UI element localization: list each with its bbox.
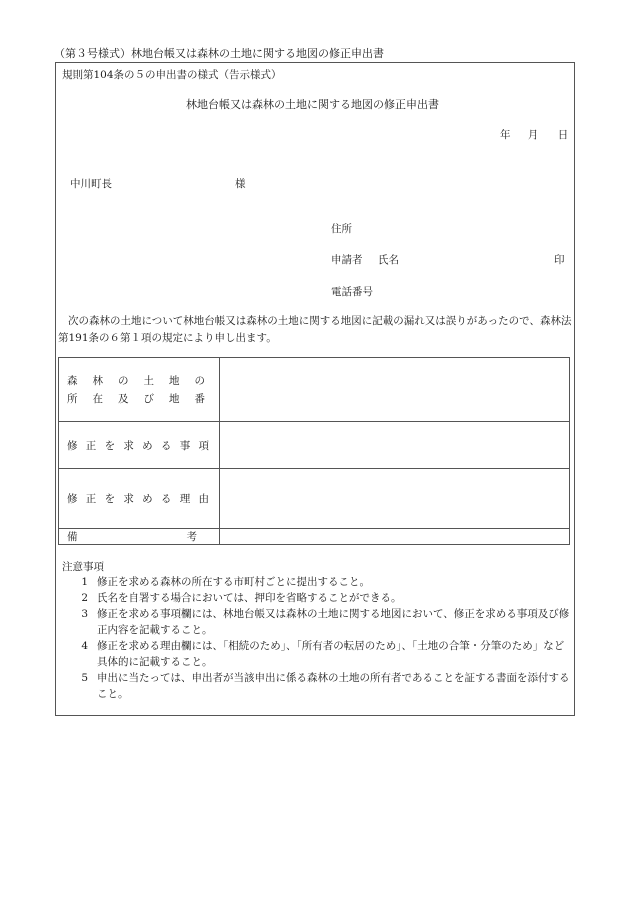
label-correction-items [59,422,220,469]
label-line [67,491,219,506]
note-item [62,606,572,638]
label-char: を [104,439,116,452]
label-char: 修 [67,493,78,505]
label-char: 土 [143,375,154,387]
field-remarks[interactable] [220,529,570,545]
note-number: 1 [81,576,88,588]
remarks-char-1: 備 [67,531,78,543]
note-text: 修正を求める理由欄には、「相続のため」、「所有者の転居のため」、「土地の合筆・分筆のため」など具体的に記載すること。 [97,640,565,668]
date-line [500,127,568,142]
note-text: 修正を求める森林の所在する市町村ごとに提出すること。 [97,576,370,588]
row-correction-items [59,422,570,469]
form-title: 林地台帳又は森林の土地に関する地図の修正申出書 [186,98,439,111]
application-table [58,357,570,545]
row-correction-reason [59,469,570,529]
label-char: め [142,493,153,505]
label-char: び [143,393,154,405]
label-char: る [160,493,172,505]
label-char: 林 [92,375,103,387]
label-char: 理 [179,493,191,505]
seal-mark: 印 [554,254,565,266]
date-month: 月 [527,129,539,141]
label-char: め [142,439,153,452]
label-char: る [160,439,172,452]
label-char: 求 [123,493,134,505]
note-number: 3 [81,608,88,620]
note-item [62,638,572,670]
label-remarks [59,529,220,545]
row-remarks [59,529,570,545]
box-caption: 規則第104条の５の申出書の様式（告示様式） [62,69,282,81]
note-number: 2 [81,592,88,604]
label-land-location [59,358,220,422]
form-caption: （第３号様式）林地台帳又は森林の土地に関する地図の修正申出書 [54,47,384,60]
note-text: 氏名を自署する場合においては、押印を省略することができる。 [97,592,402,604]
label-line [67,529,219,544]
phone-label: 電話番号 [331,286,373,298]
date-year: 年 [500,129,511,141]
label-char: 修 [67,439,78,452]
addressee: 中川町長 [70,178,112,190]
label-char: の [194,375,205,387]
label-char: 求 [123,439,134,452]
field-land-location[interactable] [220,358,570,422]
statement-text: 次の森林の土地について林地台帳又は森林の土地に関する地図に記載の漏れ又は誤りがあったので、森林法第191条の６第１項の規定により申し出ます。 [58,315,572,344]
label-char: 事 [179,439,191,452]
label-char: 及 [118,393,129,405]
label-char: 正 [85,439,97,452]
label-char: 由 [198,493,209,505]
address-label: 住所 [331,223,352,235]
label-char: の [118,375,129,387]
label-line [67,438,219,453]
notes-list [62,574,572,702]
note-text: 申出に当たっては、申出者が当該申出に係る森林の土地の所有者であることを証する書面を添付すること。 [97,672,570,700]
note-item [62,670,572,702]
label-char: 森 [67,375,78,387]
note-item [62,590,572,606]
notes-heading: 注意事項 [62,561,104,573]
field-correction-reason[interactable] [220,469,570,529]
label-char: 項 [198,439,209,452]
note-item [62,574,572,590]
label-line-2 [67,391,219,406]
note-text: 修正を求める事項欄には、林地台帳又は森林の土地に関する地図において、修正を求める事項及び修正内容を記載すること。 [97,608,570,636]
row-land-location [59,358,570,422]
label-char: 在 [92,393,103,405]
field-correction-items[interactable] [220,422,570,469]
label-correction-reason [59,469,220,529]
label-char: 所 [67,393,78,405]
label-char: を [104,493,116,505]
label-char: 正 [85,493,97,505]
name-label: 氏名 [378,254,399,266]
label-char: 番 [194,393,205,405]
label-line-1 [67,373,219,388]
applicant-label: 申請者 [331,254,363,266]
note-number: 4 [81,640,88,652]
label-char: 地 [169,393,180,405]
date-day: 日 [557,129,569,141]
label-char: 地 [169,375,180,387]
note-number: 5 [81,672,88,684]
remarks-char-2: 考 [186,531,197,543]
honorific: 様 [235,178,246,190]
